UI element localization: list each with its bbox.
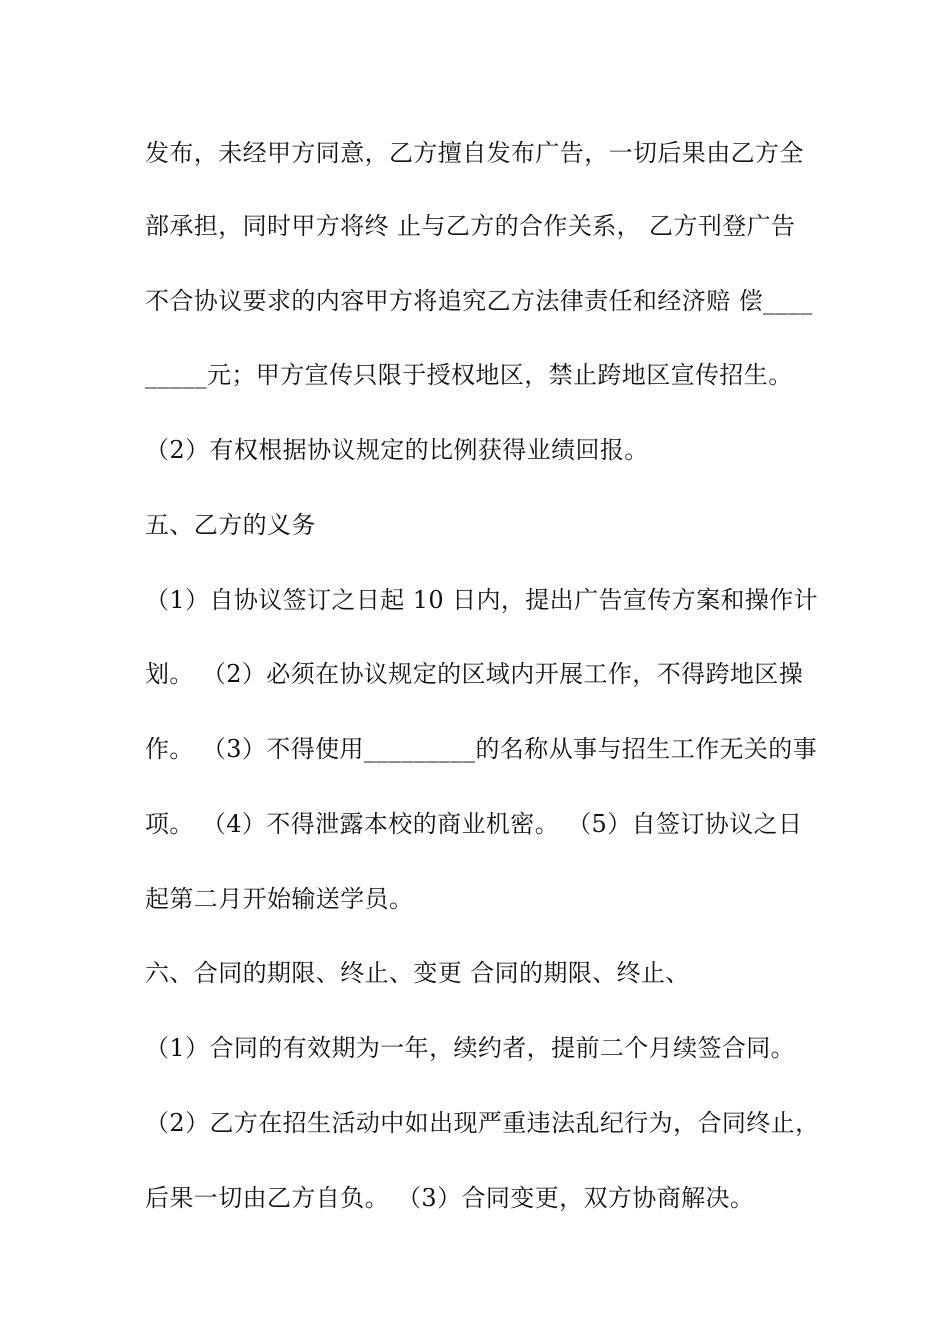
text-line: （1）合同的有效期为一年，续约者，提前二个月续签合同。 [145,1034,796,1062]
text-line: 划。 （2）必须在协议规定的区域内开展工作，不得跨地区操 [145,660,804,688]
text-line: _____元；甲方宣传只限于授权地区，禁止跨地区宣传招生。 [145,361,793,389]
text-line: （2）有权根据协议规定的比例获得业绩回报。 [145,436,649,464]
text-line: 作。 （3）不得使用_________的名称从事与招生工作无关的事 [145,735,818,763]
text-line: 后果一切由乙方自负。 （3）合同变更，双方协商解决。 [145,1184,755,1212]
text-line: 部承担，同时甲方将终 止与乙方的合作关系， 乙方刊登广告 [145,212,796,240]
section-heading: 五、乙方的义务 [145,511,316,539]
text-line: 发布，未经甲方同意，乙方擅自发布广告，一切后果由乙方全 [145,139,804,167]
text-line: （1）自协议签订之日起 10 日内，提出广告宣传方案和操作计 [145,586,819,614]
text-line: 不合协议要求的内容甲方将追究乙方法律责任和经济赔 偿____ [145,287,813,315]
text-line: 项。 （4）不得泄露本校的商业机密。 （5）自签订协议之日 [145,810,803,838]
section-heading: 六、合同的期限、终止、变更 合同的期限、终止、 [145,959,690,987]
text-line: （2）乙方在招生活动中如出现严重违法乱纪行为，合同终止， [145,1109,820,1137]
text-line: 起第二月开始输送学员。 [145,885,414,913]
